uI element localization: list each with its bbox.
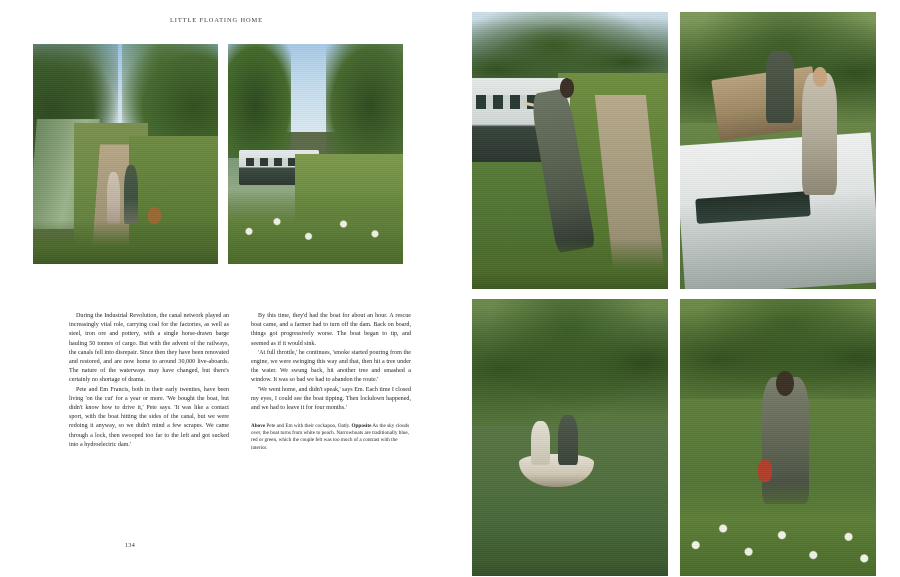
right-page (456, 0, 900, 577)
figure-man (766, 51, 793, 123)
page-number: 134 (125, 543, 136, 549)
caption-label-opposite: Opposite (351, 423, 372, 430)
photo-narrowboat-canal (228, 44, 403, 264)
photo-caption (251, 423, 411, 451)
foreground-grass-layer (33, 220, 218, 264)
left-photo-row (33, 44, 403, 264)
tree-left-layer (228, 44, 291, 167)
paragraph: During the Industrial Revolution, the canal network played an increasingly vital role, carrying coal for the factories, as well as steel, iron ore and pottery, with a single horse-drawn barge hauling 50 tonnes of cargo. But with the advent of the railways, the canals fell into disrepair. Since then they have been renovated and restored, and are now home to around 30,000 live-aboards. The nature of the waterways may have changed, but there's certainly no shortage of drama. (69, 313, 229, 384)
narrowboat-windows (246, 158, 299, 166)
foreground-grass-layer (472, 239, 668, 289)
caption-label-above: Above (251, 423, 266, 430)
text-column-2 (251, 312, 411, 452)
figure-man (124, 165, 138, 224)
running-head: LITTLE FLOATING HOME (170, 17, 263, 24)
caption-text-opposite: As the sky clouds over, the boat turns from white to peach. Narrowboats are traditionally blue, red or green, which the couple felt was too much of a contrast with the interior. (251, 423, 410, 451)
foreground-bank-layer (472, 532, 668, 576)
left-page (0, 0, 444, 577)
paragraph: Pete and Em Francis, both in their early twenties, have been living 'on the cut' for a year or more. 'We bought the boat, but didn't know how to drive it,' Pete says. 'It was like a contact sport, with the boat hitting the sides of the canal, but we were redoing it anyway, so we didn't mind a few scrapes. We came through a lock, then swooped too far to the left and got sucked into a hydroelectric dam.' (69, 386, 229, 448)
photo-couple-boat-roof (680, 12, 876, 289)
paragraph: By this time, they'd had the boat for about an hour. A rescue boat came, and a farmer had to turn off the dam. Back on board, things got progressively worse. The boat began to tip, and seemed as if it would sink. (251, 313, 411, 347)
tree-canopy-layer (472, 299, 668, 426)
figure-head (560, 78, 574, 97)
caption-text-above: Pete and Em with their cockapoo, Oatly. (265, 423, 351, 430)
spread-gutter (444, 0, 456, 577)
tree-right-layer (326, 44, 403, 172)
cow-parsley-layer (680, 487, 876, 570)
red-glove (758, 460, 772, 482)
right-photo-grid (472, 12, 876, 576)
paragraph: 'At full throttle,' he continues, 'smoke started pouring from the engine, we were swinging this way and that, then hit a tree under the water. We swung back, hit another tree and smashed a window. It was so bad we had to abandon the route.' (251, 349, 411, 384)
text-column-1 (69, 312, 229, 452)
cow-parsley-layer (228, 202, 403, 250)
body-text (69, 312, 411, 452)
photo-man-pulling-boat (472, 12, 668, 289)
figure-woman (107, 172, 120, 225)
figure-woman (802, 73, 837, 195)
photo-towpath-walk (33, 44, 218, 264)
figure-woman (531, 421, 551, 465)
photo-man-in-meadow (680, 299, 876, 576)
photo-couple-rowing-boat (472, 299, 668, 576)
paragraph: 'We went home, and didn't speak,' says Em. Each time I closed my eyes, I could see the boat tipping. Then lockdown happened, and we had to leave it for four months.' (251, 386, 411, 412)
figure-head (776, 371, 794, 396)
figure-head (813, 67, 827, 86)
figure-man (558, 415, 578, 465)
